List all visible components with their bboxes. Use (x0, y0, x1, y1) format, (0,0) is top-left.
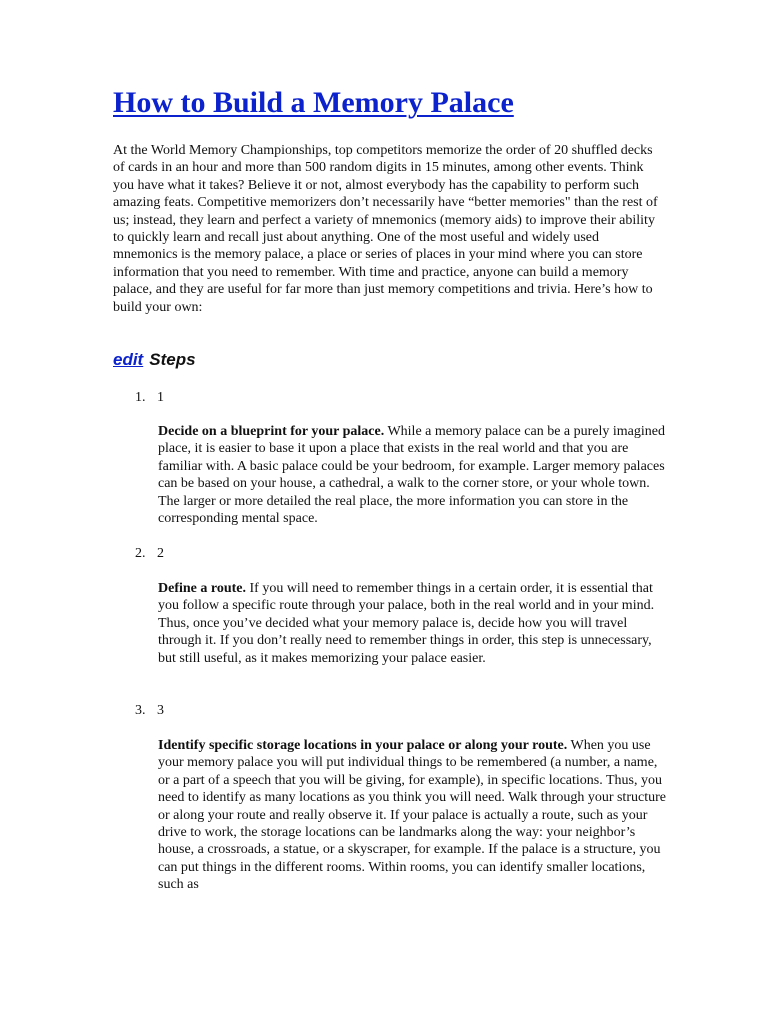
steps-heading-label: Steps (149, 350, 196, 369)
edit-steps-link[interactable]: edit (113, 350, 144, 369)
list-index: 2. (135, 546, 146, 561)
step-1-lead: Decide on a blueprint for your palace. (158, 424, 385, 439)
article-title-link[interactable]: How to Build a Memory Palace (113, 86, 514, 119)
step-2-lead: Define a route. (158, 581, 246, 596)
step-3-text (158, 737, 670, 894)
step-2-body: If you will need to remember things in a certain order, it is essential that you follow a specific route through your palace, both in the real world and in your mind. Thus, once you’ve decided what your memory palace is, decide how you will travel through it. If you don’t really need to remember things in order, this step is unnecessary, but still useful, as it makes memorizing your palace easier. (158, 581, 655, 666)
list-index: 3. (135, 703, 146, 718)
intro-paragraph: At the World Memory Championships, top competitors memorize the order of 20 shuffled decks of cards in an hour and more than 500 random digits in 15 minutes, among other events. Think you have what it takes? Believe it or not, almost everybody has the capability to perform such amazing feats. Competitive memorizers don’t necessarily have “better memories" than the rest of us; instead, they learn and perfect a variety of mnemonics (memory aids) to improve their ability to quickly learn and recall just about anything. One of the most useful and widely used mnemonics is the memory palace, a place or series of places in your mind where you can store information that you need to remember. With time and practice, anyone can build a memory palace, and they are useful for far more than just memory competitions and trivia. Here’s how to build your own: (113, 143, 658, 315)
list-index: 1. (135, 390, 146, 405)
step-label: 2 (157, 546, 164, 561)
step-1-body: While a memory palace can be a purely imagined place, it is easier to base it upon a place that exists in the real world and that you are familiar with. A basic palace could be your bedroom, for example. Larger memory palaces can be based on your house, a cathedral, a walk to the corner store, or your whole town. The larger or more detailed the real place, the more information you can store in the corresponding mental space. (158, 424, 665, 527)
step-2-text (158, 580, 670, 667)
step-3-lead: Identify specific storage locations in your palace or along your route. (158, 738, 568, 753)
step-number-1 (135, 389, 164, 406)
step-1-text (158, 423, 670, 527)
step-label: 1 (157, 390, 164, 405)
step-label: 3 (157, 703, 164, 718)
step-3-body: When you use your memory palace you will put individual things to be remembered (a number, a name, or a part of a speech that you will be giving, for example), in specific locations. Thus, you need to identify as many locations as you think you will need. Walk through your structure or along your route and really observe it. If your palace is actually a route, such as your drive to work, the storage locations can be landmarks along the way: your neighbor’s house, a crossroads, a statue, or a skyscraper, for example. If the palace is a structure, you can put things in the different rooms. Within rooms, you can identify smaller locations, such as (158, 738, 666, 893)
step-number-3 (135, 702, 164, 719)
step-number-2 (135, 545, 164, 562)
steps-heading (113, 350, 196, 370)
